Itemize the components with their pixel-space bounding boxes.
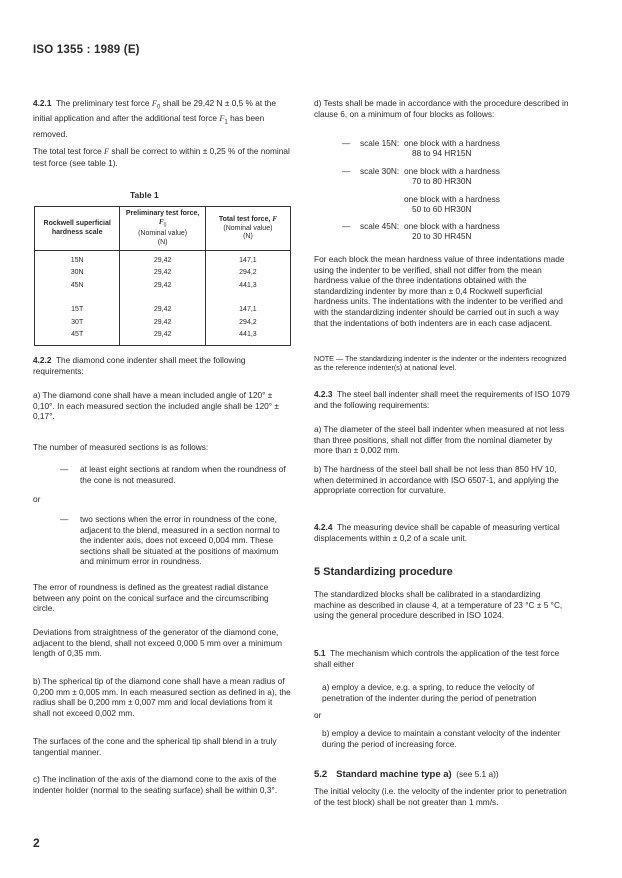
table-cell-preliminary: 29,42 29,42 29,42 29,42 29,42 29,42: [120, 251, 205, 346]
section-5-heading: 5 Standardizing procedure: [314, 566, 453, 578]
dash-marker: —: [60, 464, 69, 474]
clause-4-2-1: 4.2.1 The preliminary test force $F_0$ shall be 29,42 N ± 0,5 % at the initial application and after the additional test force $F_1$ has been removed.: [33, 98, 276, 139]
dash-marker: —: [60, 514, 69, 524]
clause-4-2-3: 4.2.3 The steel ball indenter shall meet the requirements of ISO 1079 and the following requirements:: [314, 389, 570, 410]
standardized-blocks-paragraph: The standardized blocks shall be calibrated in a standardizing machine as described in clause 4, at a temperature of 23 °C ± 5 °C, using the general procedure described in ISO 1024.: [314, 589, 563, 621]
table-header-scale: Rockwell superficial hardness scale: [35, 207, 120, 251]
document-header: ISO 1355 : 1989 (E): [33, 44, 140, 56]
mechanism-item-b: b) employ a device to maintain a constant velocity of the indenter during the period of increasing force.: [322, 728, 561, 749]
clause-5-1: 5.1 The mechanism which controls the application of the test force shall either: [314, 648, 560, 669]
ball-item-b: b) The hardness of the steel ball shall be not less than 850 HV 10, when determined in accordance with ISO 6507-1, and applying the appropriate correction for curvature.: [314, 464, 559, 496]
note: NOTE — The standardizing indenter is the indenter or the indenters recognized as the reference indenter(s) at national level.: [314, 354, 567, 372]
roundness-definition: The error of roundness is defined as the greatest radial distance between any point on the conical surface and the circumscribing circle.: [33, 582, 269, 614]
table-title: Table 1: [130, 190, 159, 200]
straightness-paragraph: Deviations from straightness of the generator of the diamond cone, adjacent to the blend, shall not exceed 0,000 5 mm over a minimum length of 0,35 mm.: [33, 627, 283, 659]
dash-item-2: — two sections when the error in roundness of the cone, adjacent to the blend, measured in a section normal to the indenter axis, does not exceed 0,004 mm. These sections shall be situated at the positions of maximum and minimum error in roundness.: [60, 514, 280, 567]
or-connector-2: or: [314, 710, 322, 720]
cone-item-c: c) The inclination of the axis of the diamond cone to the axis of the indenter holder (normal to the seating surface) shall be within 0,3°.: [33, 774, 278, 795]
clause-4-2-2: 4.2.2 The diamond cone indenter shall meet the following requirements:: [33, 355, 246, 376]
cone-item-b: b) The spherical tip of the diamond cone shall have a mean radius of 0,200 mm ± 0,005 mm. In each measured section as defined in a), the radius shall be 0,200 mm ± 0,007 mm and local deviations from it shall not exceed 0,002 mm.: [33, 676, 291, 718]
surfaces-paragraph: The surfaces of the cone and the spherical tip shall blend in a truly tangential manner.: [33, 736, 277, 757]
clause-5-2-heading: 5.2 Standard machine type a) (see 5.1 a)): [314, 769, 499, 780]
clause-number: 4.2.1: [33, 98, 52, 108]
total-force-paragraph: The total test force F shall be correct to within ± 0,25 % of the nominal test force (see table 1).: [33, 146, 290, 168]
for-each-block-paragraph: For each block the mean hardness value of three indentations made using the indenter to be verified, shall not differ from the mean hardness value of the three indentations obtained with the standardizing indenter by more than ± 0,4 Rockwell superficial hardness units. The indentations with the indenter to be verified and with the standardizing indenter should be carried out in such a way that the indentations of both indenters are in each case adjacent.: [314, 254, 565, 328]
table-1: [34, 206, 291, 346]
cone-item-d: d) Tests shall be made in accordance with the procedure described in clause 6, on a minimum of four blocks as follows:: [314, 98, 569, 119]
dash-marker: —: [342, 221, 351, 231]
table-cell-scales-n: 15N 30N 45N 15T 30T 45T: [35, 251, 120, 346]
dash-marker: —: [342, 138, 351, 148]
measured-sections: The number of measured sections is as follows:: [33, 442, 209, 452]
ball-item-a: a) The diameter of the steel ball indenter when measured at not less than three positions, shall not differ from the nominal diameter by more than ± 0,002 mm.: [314, 424, 565, 456]
initial-velocity-paragraph: The initial velocity (i.e. the velocity of the indenter prior to penetration of the test block) shall be not greater than 1 mm/s.: [314, 786, 567, 807]
table-header-preliminary: Preliminary test force, $F_0$ (Nominal value) (N): [120, 207, 205, 251]
dash-marker: —: [342, 166, 351, 176]
mechanism-item-a: a) employ a device, e.g. a spring, to reduce the velocity of penetration of the indenter during the period of penetration: [322, 682, 537, 703]
page-number: 2: [33, 836, 40, 850]
dash-item-1: — at least eight sections at random when the roundness of the cone is not measured.: [60, 464, 286, 485]
clause-4-2-4: 4.2.4 The measuring device shall be capable of measuring vertical displacements within ± 0,2 of a scale unit.: [314, 522, 560, 543]
table-cell-total: 147,1 294,2 441,3 147,1 294,2 441,3: [205, 251, 290, 346]
table-header-total: Total test force, F (Nominal value) (N): [205, 207, 290, 251]
cone-item-a: a) The diamond cone shall have a mean included angle of 120° ± 0,10°. In each measured section the included angle shall be 120° ± 0,17°.: [33, 390, 279, 422]
or-connector: or: [33, 494, 41, 504]
